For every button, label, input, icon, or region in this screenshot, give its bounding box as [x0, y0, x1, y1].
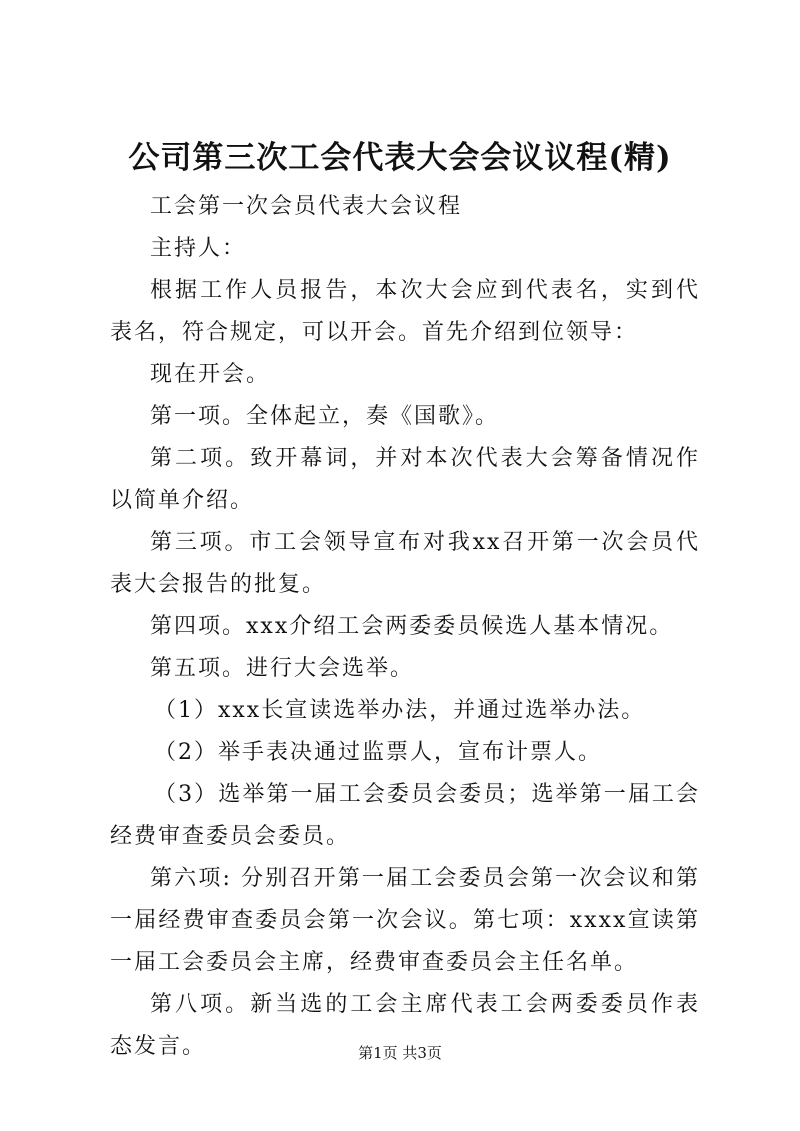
- paragraph-subitem-1: （1）xxx长宣读选举办法，并通过选举办法。: [154, 698, 646, 723]
- document-title: 公司第三次工会代表大会会议议程(精): [128, 140, 672, 176]
- paragraph-item-8: 第八项。新当选的工会主席代表工会两委委员作表态发言。: [110, 992, 700, 1059]
- page-number-footer: 第1页 共3页: [358, 1044, 442, 1062]
- paragraph-agenda-heading: 工会第一次会员代表大会议程: [150, 194, 463, 219]
- paragraph-item-4: 第四项。xxx介绍工会两委委员候选人基本情况。: [150, 614, 674, 639]
- document-body: [110, 186, 700, 1068]
- paragraph-meeting-open: 现在开会。: [150, 362, 271, 387]
- paragraph-item-2: 第二项。致开幕词，并对本次代表大会筹备情况作以简单介绍。: [110, 446, 700, 513]
- paragraph-host: 主持人：: [150, 236, 247, 261]
- paragraph-subitem-3: （3）选举第一届工会委员会委员；选举第一届工会经费审查委员会委员。: [110, 782, 700, 849]
- paragraph-item-1: 第一项。全体起立，奏《国歌》。: [150, 404, 500, 429]
- paragraph-subitem-2: （2）举手表决通过监票人，宣布计票人。: [154, 740, 602, 765]
- paragraph-attendance-report: 根据工作人员报告，本次大会应到代表名，实到代表名，符合规定，可以开会。首先介绍到位领导：: [110, 278, 700, 345]
- paragraph-item-3: 第三项。市工会领导宣布对我xx召开第一次会员代表大会报告的批复。: [110, 530, 700, 597]
- paragraph-item-5: 第五项。进行大会选举。: [150, 656, 415, 681]
- paragraph-item-6-7: 第六项: 分别召开第一届工会委员会第一次会议和第一届经费审查委员会第一次会议。第七项：xxxx宣读第一届工会委员会主席，经费审查委员会主任名单。: [110, 866, 700, 975]
